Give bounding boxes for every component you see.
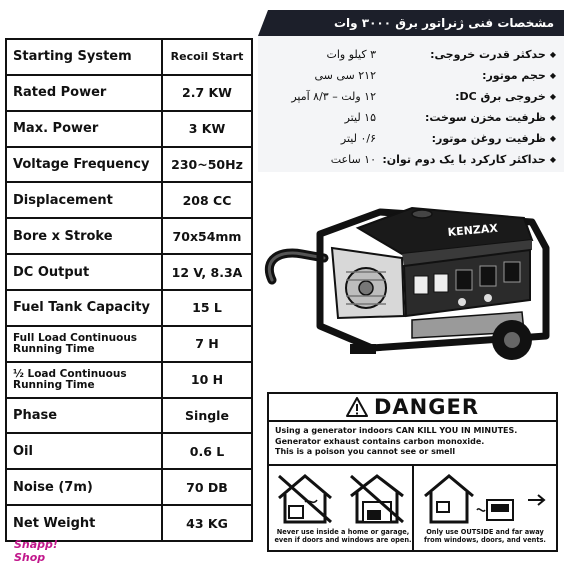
persian-spec-value: ۱۰ ساعت <box>330 152 376 166</box>
spec-row-displacement <box>7 183 251 217</box>
spec-row-phase <box>7 399 251 433</box>
bullet-icon: ◆ <box>549 49 556 59</box>
generator-brand: KENZAX <box>447 221 499 239</box>
danger-body <box>275 426 555 458</box>
spec-value: 0.6 L <box>163 434 251 468</box>
persian-spec-value: ۱۲ ولت – ۸/۳ آمپر <box>291 89 376 103</box>
spec-row-bore-stroke <box>7 219 251 253</box>
spec-row-rated-power <box>7 76 251 110</box>
spec-table <box>5 38 253 542</box>
persian-spec-row <box>266 107 556 127</box>
spec-row-oil <box>7 434 251 468</box>
warning-triangle-icon <box>346 397 368 417</box>
spec-label: Fuel Tank Capacity <box>7 291 161 325</box>
spec-row-noise <box>7 470 251 504</box>
spec-value: 230~50Hz <box>163 148 251 182</box>
bullet-icon: ◆ <box>549 154 556 164</box>
spec-value: Recoil Start <box>163 40 251 74</box>
spec-label: Voltage Frequency <box>7 148 161 182</box>
spec-value: 10 H <box>163 363 251 397</box>
persian-spec-row <box>266 149 556 169</box>
title-bar-corner <box>258 10 268 36</box>
spec-row-half-load-runtime <box>7 363 251 397</box>
spec-label: Oil <box>7 434 161 468</box>
bullet-icon: ◆ <box>549 70 556 80</box>
spec-row-net-weight <box>7 506 251 540</box>
spec-value: 2.7 KW <box>163 76 251 110</box>
persian-spec-panel <box>258 10 564 172</box>
spec-label: Displacement <box>7 183 161 217</box>
persian-spec-label: حداکثر کارکرد با یک دوم توان: <box>382 152 546 166</box>
danger-header <box>269 394 556 422</box>
persian-spec-value: ۳ کیلو وات <box>326 47 376 61</box>
spec-value: 15 L <box>163 291 251 325</box>
arrow-right-icon <box>527 494 547 506</box>
persian-spec-row <box>266 44 556 64</box>
bullet-icon: ◆ <box>549 133 556 143</box>
persian-spec-label: ظرفیت مخزن سوخت: <box>424 110 546 124</box>
persian-spec-value: ۱۵ لیتر <box>344 110 376 124</box>
spec-label: Starting System <box>7 40 161 74</box>
persian-spec-label: ظرفیت روغن موتور: <box>431 131 546 145</box>
bullet-icon: ◆ <box>549 91 556 101</box>
persian-spec-label: خروجی برق DC: <box>455 89 546 103</box>
persian-spec-label: حدکثر قدرت خروجی: <box>430 47 546 61</box>
caption-indoor: Never use inside a home or garage, even if doors and windows are open. <box>274 528 412 544</box>
danger-warning-panel <box>267 392 558 552</box>
house-generator-icon <box>275 472 335 526</box>
watermark-line: Shop <box>14 551 46 564</box>
persian-spec-row <box>266 65 556 85</box>
spec-label: DC Output <box>7 255 161 289</box>
caption-outdoor: Only use OUTSIDE and far away from windows, doors, and vents. <box>424 528 546 544</box>
persian-spec-label: حجم موتور: <box>482 68 546 82</box>
spec-label: Net Weight <box>7 506 161 540</box>
spec-value: 70 DB <box>163 470 251 504</box>
spec-row-voltage-frequency <box>7 148 251 182</box>
spec-value: 12 V, 8.3A <box>163 255 251 289</box>
garage-generator-icon <box>347 472 407 526</box>
spec-label: Phase <box>7 399 161 433</box>
spec-value: 70x54mm <box>163 219 251 253</box>
persian-spec-row <box>266 128 556 148</box>
persian-spec-value: ۲۱۲ سی سی <box>314 68 376 82</box>
persian-spec-title: مشخصات فنی ژنراتور برق ۳۰۰۰ وات <box>258 10 564 36</box>
spec-label: ½ Load Continuous Running Time <box>7 363 161 397</box>
spec-row-max-power <box>7 112 251 146</box>
spec-row-fuel-tank <box>7 291 251 325</box>
danger-line: This is a poison you cannot see or smell <box>275 447 456 456</box>
persian-spec-row <box>266 86 556 106</box>
bullet-icon: ◆ <box>549 112 556 122</box>
spec-label: Max. Power <box>7 112 161 146</box>
spec-value: 208 CC <box>163 183 251 217</box>
spec-label: Bore x Stroke <box>7 219 161 253</box>
danger-heading: DANGER <box>373 395 479 419</box>
watermark-line: Snapp! <box>14 538 58 551</box>
danger-line: Using a generator indoors CAN KILL YOU IN MINUTES. <box>275 426 518 435</box>
spec-label: Noise (7m) <box>7 470 161 504</box>
spec-row-dc-output <box>7 255 251 289</box>
spec-value: Single <box>163 399 251 433</box>
spec-row-starting-system <box>7 40 251 74</box>
danger-line: Generator exhaust contains carbon monoxide. <box>275 436 485 446</box>
spec-label: Full Load Continuous Running Time <box>7 327 161 361</box>
spec-value: 43 KG <box>163 506 251 540</box>
generator-illustration <box>262 188 562 374</box>
persian-spec-value: ۰/۶ لیتر <box>340 131 376 145</box>
spec-row-full-load-runtime <box>7 327 251 361</box>
spec-value: 7 H <box>163 327 251 361</box>
spec-value: 3 KW <box>163 112 251 146</box>
snappshop-watermark <box>14 538 58 564</box>
spec-label: Rated Power <box>7 76 161 110</box>
